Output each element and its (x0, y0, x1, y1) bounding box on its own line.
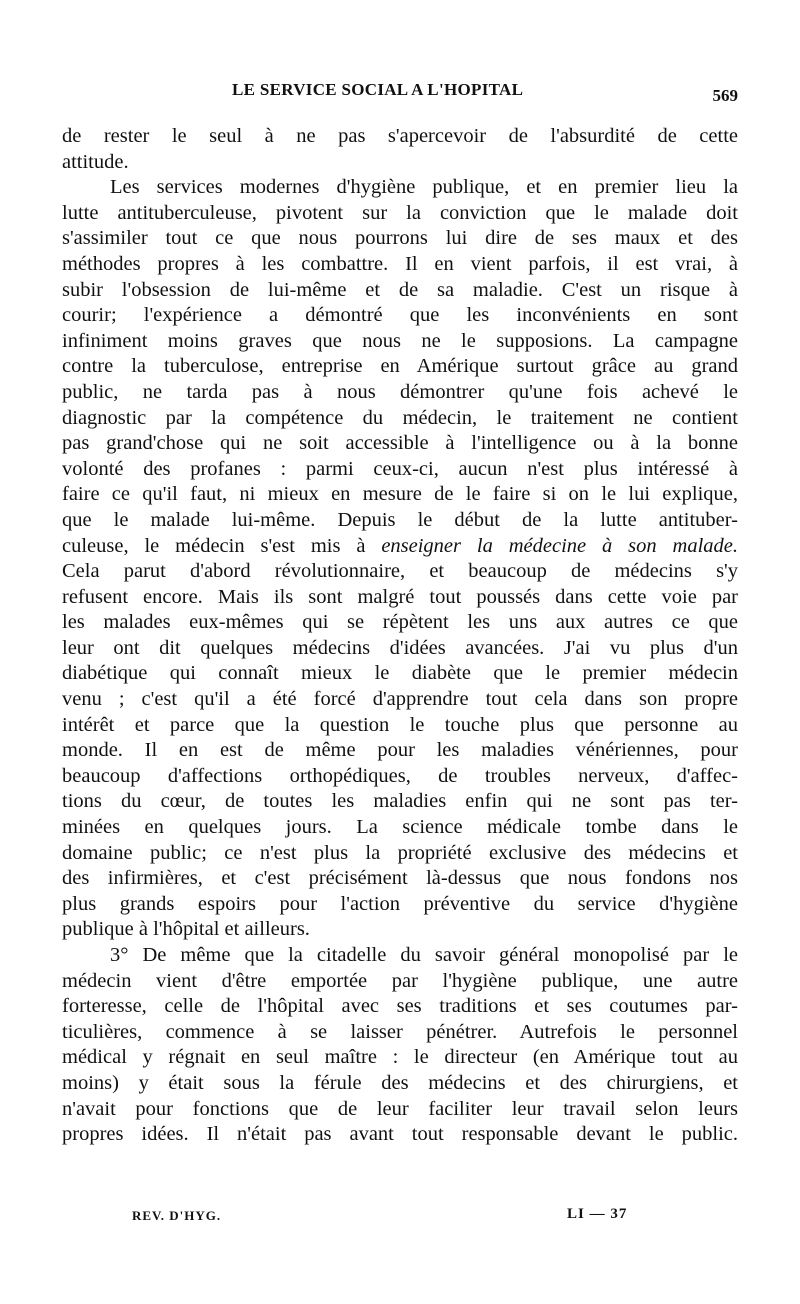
text-line: diagnostic par la compétence du médecin, le traitement ne contient (62, 406, 738, 429)
text-line: Cela parut d'abord révolutionnaire, et beaucoup de médecins s'y (62, 560, 738, 583)
text-line: lutte antituberculeuse, pivotent sur la conviction que le malade doit (62, 201, 738, 224)
text-line: subir l'obsession de lui-même et de sa maladie. C'est un risque à (62, 278, 738, 301)
text-line: volonté des profanes : parmi ceux-ci, aucun n'est plus intéressé à (62, 457, 738, 480)
text-line: que le malade lui-même. Depuis le début de la lutte antituber- (62, 508, 738, 531)
text-line: de rester le seul à ne pas s'apercevoir de l'absurdité de cette (62, 125, 738, 147)
journal-signature: REV. D'HYG. (132, 1208, 222, 1223)
text-line: leur ont dit quelques médecins d'idées avancées. J'ai vu plus d'un (62, 636, 738, 659)
emphasized-phrase: enseigner la médecine à son malade. (381, 534, 738, 557)
running-head (62, 80, 738, 106)
text-line: s'assimiler tout ce que nous pourrons lui dire de ses maux et des (62, 227, 738, 250)
text-line: tions du cœur, de toutes les maladies enfin qui ne sont pas ter- (62, 790, 738, 813)
text-line: attitude. (62, 150, 129, 173)
gathering-signature: LI — 37 (567, 1206, 628, 1222)
page-number: 569 (712, 86, 738, 105)
text-line: monde. Il en est de même pour les maladies vénériennes, pour (62, 739, 738, 762)
text-line: plus grands espoirs pour l'action préventive du service d'hygiène (62, 892, 738, 915)
running-title: LE SERVICE SOCIAL A L'HOPITAL (232, 80, 524, 99)
paragraph-first-line: Les services modernes d'hygiène publique, et en premier lieu la (110, 176, 738, 199)
text-line: moins) y était sous la férule des médecins et des chirurgiens, et (62, 1071, 738, 1094)
text-line: forteresse, celle de l'hôpital avec ses traditions et ses coutumes par- (62, 995, 738, 1018)
text-line: médecin vient d'être emportée par l'hygiène publique, une autre (62, 969, 738, 992)
text-line: minées en quelques jours. La science médicale tombe dans le (62, 816, 738, 839)
text-line: pas grand'chose qui ne soit accessible à l'intelligence ou à la bonne (62, 432, 738, 455)
text-line: ticulières, commence à se laisser pénétrer. Autrefois le personnel (62, 1020, 738, 1043)
text-line: public, ne tarda pas à nous démontrer qu'une fois achevé le (62, 380, 738, 403)
text-line: domaine public; ce n'est plus la propriété exclusive des médecins et (62, 841, 738, 864)
body-text (62, 124, 738, 1148)
text-line: les malades eux-mêmes qui se répètent les uns aux autres ce que (62, 611, 738, 634)
text-line: infiniment moins graves que nous ne le supposions. La campagne (62, 329, 738, 352)
text-line: refusent encore. Mais ils sont malgré tout poussés dans cette voie par (62, 585, 738, 608)
text-line: médical y régnait en seul maître : le directeur (en Amérique tout au (62, 1046, 738, 1069)
text-line: méthodes propres à les combattre. Il en vient parfois, il est vrai, à (62, 252, 738, 275)
text-line: courir; l'expérience a démontré que les inconvénients en sont (62, 304, 738, 327)
text-line: propres idées. Il n'était pas avant tout responsable devant le public. (62, 1123, 738, 1146)
text-line-with-emphasis (62, 534, 738, 560)
page-footer (62, 1208, 738, 1228)
text-line: diabétique qui connaît mieux le diabète que le premier médecin (62, 662, 738, 685)
text-line: n'avait pour fonctions que de leur faciliter leur travail selon leurs (62, 1097, 738, 1120)
text-fragment: culeuse, le médecin s'est mis à (62, 534, 366, 557)
text-line: publique à l'hôpital et ailleurs. (62, 918, 310, 941)
text-line: venu ; c'est qu'il a été forcé d'apprendre tout cela dans son propre (62, 688, 738, 711)
text-line: beaucoup d'affections orthopédiques, de troubles nerveux, d'affec- (62, 764, 738, 787)
text-line: des infirmières, et c'est précisément là-dessus que nous fondons nos (62, 867, 738, 890)
paragraph-first-line: 3° De même que la citadelle du savoir général monopolisé par le (110, 944, 738, 966)
text-line: contre la tuberculose, entreprise en Amérique surtout grâce au grand (62, 355, 738, 378)
text-line: intérêt et parce que la question le touche plus que personne au (62, 713, 738, 736)
text-line: faire ce qu'il faut, ni mieux en mesure de le faire si on le lui explique, (62, 483, 738, 506)
